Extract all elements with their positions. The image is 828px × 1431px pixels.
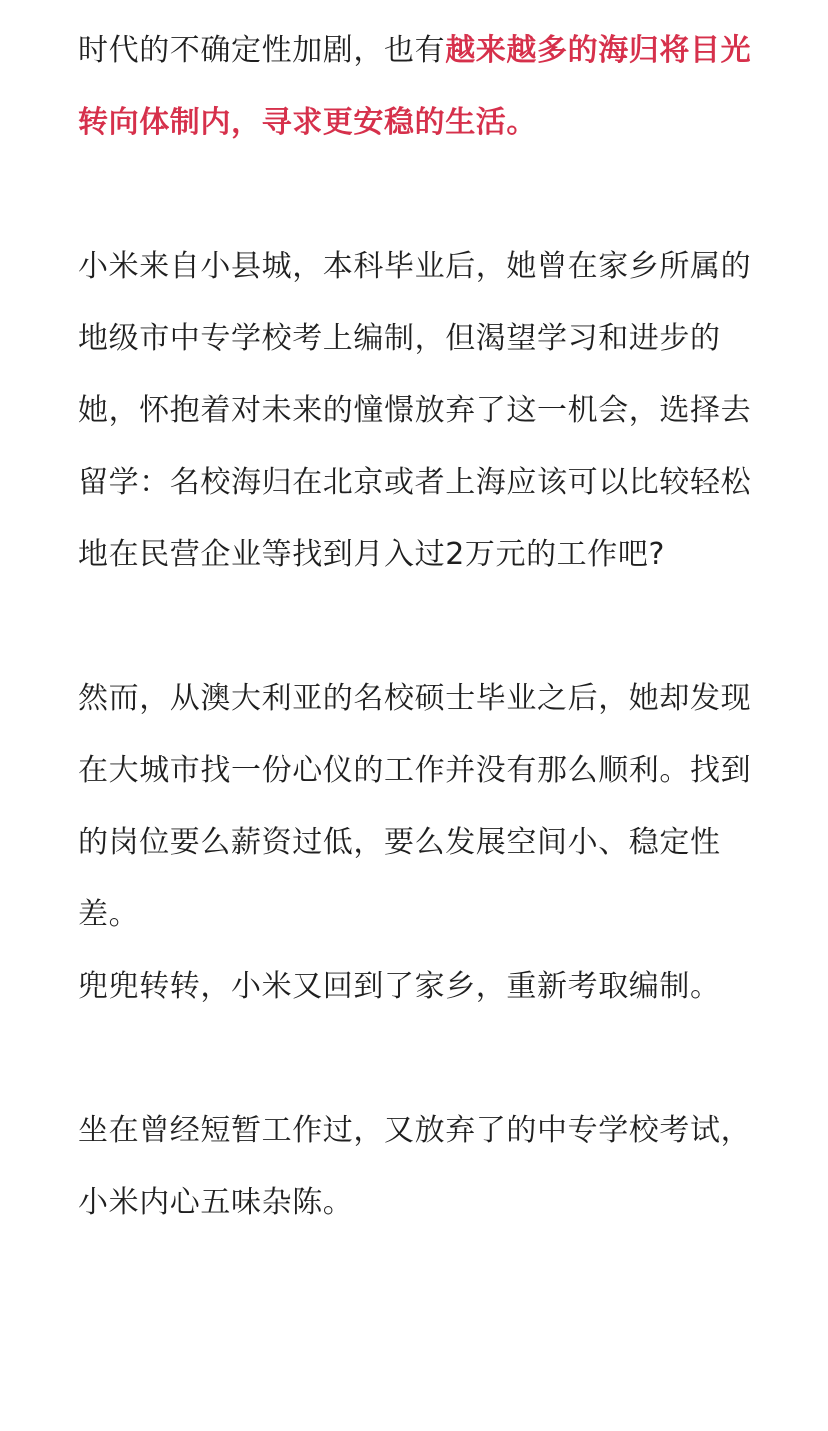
paragraph-2: 小米来自小县城，本科毕业后，她曾在家乡所属的地级市中专学校考上编制，但渴望学习和进步的她，怀抱着对未来的憧憬放弃了这一机会，选择去留学：名校海归在北京或者上海应该可以比较轻松地在民营企业等找到月入过2万元的工作吧? bbox=[78, 249, 752, 572]
article-body bbox=[78, 15, 754, 1239]
highlight-text: 越来越多的海归将目光转向体制内，寻求更安稳的生活。 bbox=[78, 33, 752, 140]
paragraph-4: 兜兜转转，小米又回到了家乡，重新考取编制。 bbox=[78, 969, 721, 1004]
paragraph-1-lead: 时代的不确定性加剧，也有 bbox=[78, 33, 446, 68]
paragraph-3: 然而，从澳大利亚的名校硕士毕业之后，她却发现在大城市找一份心仪的工作并没有那么顺利。找到的岗位要么薪资过低，要么发展空间小、稳定性差。 bbox=[78, 681, 752, 932]
paragraph-5: 坐在曾经短暂工作过，又放弃了的中专学校考试，小米内心五味杂陈。 bbox=[78, 1113, 752, 1220]
paragraph-1 bbox=[78, 15, 754, 159]
